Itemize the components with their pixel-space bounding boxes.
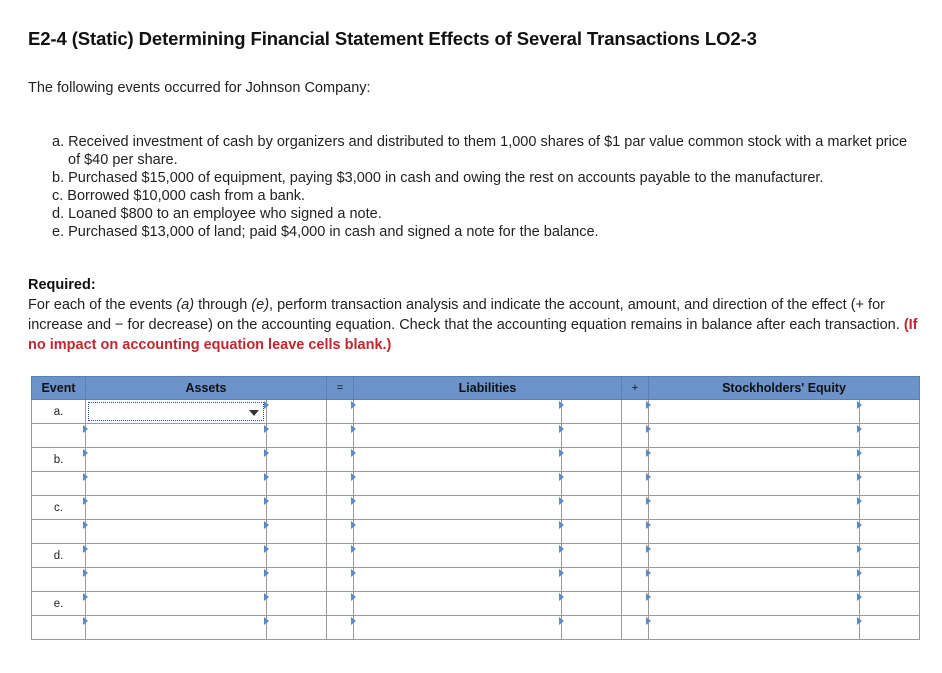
event-d: d. Loaned $800 to an employee who signed a note. bbox=[52, 206, 382, 222]
table-row bbox=[32, 568, 920, 592]
assets-amount-field[interactable] bbox=[267, 520, 327, 544]
liabilities-account-field[interactable] bbox=[354, 448, 562, 472]
liabilities-account-field[interactable] bbox=[354, 472, 562, 496]
required-section bbox=[28, 275, 920, 355]
separator-cell bbox=[327, 616, 354, 640]
assets-amount-field[interactable] bbox=[267, 616, 327, 640]
liabilities-amount-field[interactable] bbox=[562, 520, 622, 544]
instructions-part-2: through bbox=[194, 297, 252, 313]
assets-account-field[interactable] bbox=[86, 616, 267, 640]
table-row bbox=[32, 400, 920, 424]
table-row bbox=[32, 424, 920, 448]
header-assets: Assets bbox=[86, 377, 327, 400]
required-heading: Required: bbox=[28, 277, 96, 293]
chevron-down-icon[interactable] bbox=[249, 410, 259, 416]
liabilities-amount-field[interactable] bbox=[562, 568, 622, 592]
liabilities-account-field[interactable] bbox=[354, 520, 562, 544]
table-row bbox=[32, 616, 920, 640]
liabilities-account-field[interactable] bbox=[354, 400, 562, 424]
separator-cell bbox=[622, 400, 649, 424]
equity-amount-field[interactable] bbox=[860, 400, 920, 424]
event-a: a. Received investment of cash by organizers and distributed to them 1,000 shares of $1 par value common stock with a market price of $40 per share. bbox=[52, 134, 908, 168]
separator-cell bbox=[327, 448, 354, 472]
event-label: e. bbox=[32, 592, 86, 616]
table-row bbox=[32, 520, 920, 544]
instructions-a-marker: (a) bbox=[176, 297, 195, 313]
liabilities-account-field[interactable] bbox=[354, 496, 562, 520]
instructions-e-marker: (e) bbox=[251, 297, 270, 313]
equity-amount-field[interactable] bbox=[860, 472, 920, 496]
separator-cell bbox=[327, 568, 354, 592]
assets-account-field[interactable] bbox=[86, 496, 267, 520]
event-label: d. bbox=[32, 544, 86, 568]
header-event: Event bbox=[32, 377, 86, 400]
liabilities-amount-field[interactable] bbox=[562, 472, 622, 496]
assets-account-field[interactable] bbox=[86, 568, 267, 592]
equity-amount-field[interactable] bbox=[860, 568, 920, 592]
separator-cell bbox=[327, 496, 354, 520]
intro-text: The following events occurred for Johnson Company: bbox=[28, 80, 371, 96]
header-equity: Stockholders' Equity bbox=[649, 377, 920, 400]
liabilities-account-field[interactable] bbox=[354, 592, 562, 616]
assets-amount-field[interactable] bbox=[267, 544, 327, 568]
assets-account-field[interactable] bbox=[86, 400, 267, 424]
table-row bbox=[32, 448, 920, 472]
header-equals: = bbox=[327, 377, 354, 400]
separator-cell bbox=[622, 616, 649, 640]
separator-cell bbox=[327, 400, 354, 424]
liabilities-account-field[interactable] bbox=[354, 616, 562, 640]
assets-amount-field[interactable] bbox=[267, 496, 327, 520]
table-row bbox=[32, 592, 920, 616]
event-b: b. Purchased $15,000 of equipment, paying $3,000 in cash and owing the rest on accounts payable to the manufacturer. bbox=[52, 170, 824, 186]
equity-amount-field[interactable] bbox=[860, 616, 920, 640]
equity-account-field[interactable] bbox=[649, 544, 860, 568]
header-plus: + bbox=[622, 377, 649, 400]
assets-account-field[interactable] bbox=[86, 544, 267, 568]
page-title: E2-4 (Static) Determining Financial Statement Effects of Several Transactions LO2-3 bbox=[28, 28, 757, 49]
equity-account-field[interactable] bbox=[649, 568, 860, 592]
separator-cell bbox=[622, 544, 649, 568]
assets-account-field[interactable] bbox=[86, 448, 267, 472]
liabilities-amount-field[interactable] bbox=[562, 544, 622, 568]
instructions-part-3: , perform transaction analysis and indicate the account, amount, and direction of the effect (+ for increase and − for decrease) on the accounting equation. Check that the accounting equation remains in balance after each transaction. bbox=[28, 297, 904, 333]
table-row bbox=[32, 472, 920, 496]
table-row bbox=[32, 496, 920, 520]
separator-cell bbox=[622, 424, 649, 448]
event-label bbox=[32, 616, 86, 640]
separator-cell bbox=[622, 448, 649, 472]
header-liabilities: Liabilities bbox=[354, 377, 622, 400]
required-note: (If no impact on accounting equation leave cells blank.) bbox=[28, 317, 918, 353]
equity-amount-field[interactable] bbox=[860, 496, 920, 520]
event-c: c. Borrowed $10,000 cash from a bank. bbox=[52, 188, 306, 204]
assets-amount-field[interactable] bbox=[267, 424, 327, 448]
event-label bbox=[32, 520, 86, 544]
event-label bbox=[32, 424, 86, 448]
separator-cell bbox=[327, 544, 354, 568]
separator-cell bbox=[622, 496, 649, 520]
equity-account-field[interactable] bbox=[649, 520, 860, 544]
liabilities-amount-field[interactable] bbox=[562, 616, 622, 640]
assets-amount-field[interactable] bbox=[267, 448, 327, 472]
equity-amount-field[interactable] bbox=[860, 520, 920, 544]
event-e: e. Purchased $13,000 of land; paid $4,000 in cash and signed a note for the balance. bbox=[52, 224, 599, 240]
separator-cell bbox=[327, 472, 354, 496]
equity-account-field[interactable] bbox=[649, 400, 860, 424]
event-label: a. bbox=[32, 400, 86, 424]
equity-account-field[interactable] bbox=[649, 592, 860, 616]
account-dropdown[interactable] bbox=[88, 402, 264, 421]
event-label: c. bbox=[32, 496, 86, 520]
assets-account-field[interactable] bbox=[86, 592, 267, 616]
assets-amount-field[interactable] bbox=[267, 592, 327, 616]
equity-account-field[interactable] bbox=[649, 472, 860, 496]
separator-cell bbox=[622, 592, 649, 616]
event-label bbox=[32, 568, 86, 592]
accounting-equation-table bbox=[31, 376, 920, 640]
liabilities-amount-field[interactable] bbox=[562, 496, 622, 520]
equity-amount-field[interactable] bbox=[860, 544, 920, 568]
equity-account-field[interactable] bbox=[649, 616, 860, 640]
event-label bbox=[32, 472, 86, 496]
equity-amount-field[interactable] bbox=[860, 424, 920, 448]
equity-amount-field[interactable] bbox=[860, 448, 920, 472]
assets-account-field[interactable] bbox=[86, 472, 267, 496]
assets-amount-field[interactable] bbox=[267, 400, 327, 424]
event-label: b. bbox=[32, 448, 86, 472]
assets-account-field[interactable] bbox=[86, 520, 267, 544]
liabilities-account-field[interactable] bbox=[354, 568, 562, 592]
separator-cell bbox=[622, 520, 649, 544]
liabilities-amount-field[interactable] bbox=[562, 424, 622, 448]
instructions-part-1: For each of the events bbox=[28, 297, 177, 313]
assets-amount-field[interactable] bbox=[267, 568, 327, 592]
required-instructions bbox=[28, 295, 920, 355]
liabilities-account-field[interactable] bbox=[354, 544, 562, 568]
liabilities-amount-field[interactable] bbox=[562, 400, 622, 424]
separator-cell bbox=[327, 424, 354, 448]
events-list bbox=[52, 133, 912, 241]
table-header-row bbox=[32, 377, 920, 400]
equity-account-field[interactable] bbox=[649, 448, 860, 472]
equity-account-field[interactable] bbox=[649, 424, 860, 448]
table-row bbox=[32, 544, 920, 568]
separator-cell bbox=[327, 592, 354, 616]
liabilities-amount-field[interactable] bbox=[562, 592, 622, 616]
assets-amount-field[interactable] bbox=[267, 472, 327, 496]
equity-amount-field[interactable] bbox=[860, 592, 920, 616]
liabilities-amount-field[interactable] bbox=[562, 448, 622, 472]
assets-account-field[interactable] bbox=[86, 424, 267, 448]
separator-cell bbox=[622, 472, 649, 496]
liabilities-account-field[interactable] bbox=[354, 424, 562, 448]
separator-cell bbox=[327, 520, 354, 544]
equity-account-field[interactable] bbox=[649, 496, 860, 520]
separator-cell bbox=[622, 568, 649, 592]
